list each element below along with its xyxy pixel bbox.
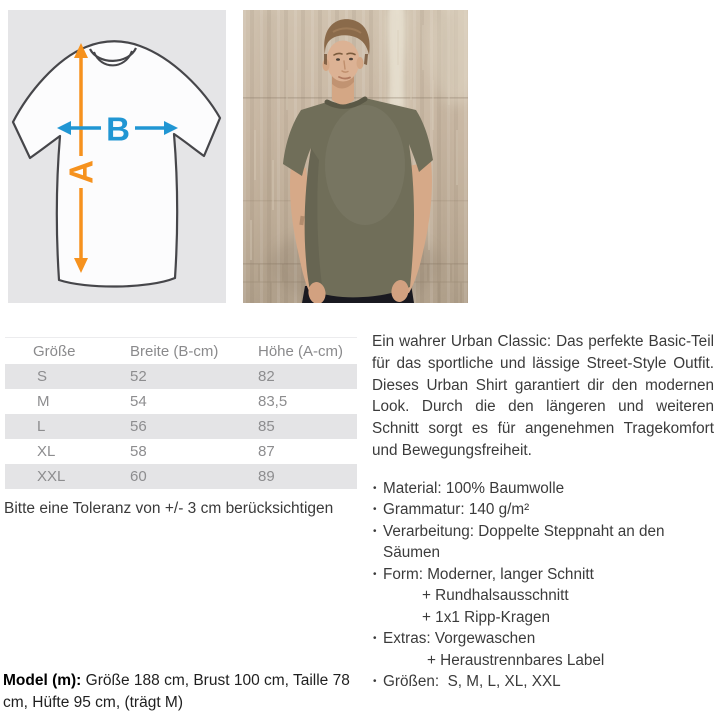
cell-width: 54 xyxy=(130,393,147,410)
cell-size: XL xyxy=(37,443,56,460)
spec-item-extras xyxy=(372,628,714,650)
spec-text: Größen: S, M, L, XL, XXL xyxy=(383,673,561,691)
spec-item-verarbeitung xyxy=(372,521,714,564)
spec-item-material xyxy=(372,478,714,500)
spec-text: + Heraustrennbares Label xyxy=(427,651,605,669)
spec-item-grammatur xyxy=(372,499,714,521)
cell-size: L xyxy=(37,418,46,435)
spec-text: + Rundhalsausschnitt xyxy=(422,587,569,605)
model-info-label: Model (m): xyxy=(3,672,82,689)
spec-text: + 1x1 Ripp-Kragen xyxy=(422,608,550,626)
size-table xyxy=(5,337,357,489)
model-ear-right xyxy=(357,57,364,69)
cell-size: S xyxy=(37,368,48,385)
column-header-hoehe: Höhe (A-cm) xyxy=(258,342,344,360)
bullet-icon: • xyxy=(373,633,377,645)
cell-height: 89 xyxy=(258,468,275,485)
size-diagram xyxy=(8,10,226,303)
spec-text: Form: Moderner, langer Schnitt xyxy=(383,565,594,583)
model-tshirt-highlight xyxy=(325,105,405,225)
column-header-groesse: Größe xyxy=(33,342,76,360)
model-sideburn-right xyxy=(364,54,368,65)
model-sideburn-left xyxy=(324,54,327,65)
column-header-breite: Breite (B-cm) xyxy=(130,342,219,360)
bullet-icon: • xyxy=(373,504,377,516)
cell-width: 52 xyxy=(130,368,147,385)
spec-list xyxy=(372,478,714,693)
bullet-icon: • xyxy=(373,568,377,580)
width-label: B xyxy=(106,110,130,148)
model-face xyxy=(327,41,360,82)
spec-text: Extras: Vorgewaschen xyxy=(383,630,536,648)
description-paragraph: Ein wahrer Urban Classic: Das perfekte Basic-Teil für das sportliche und lässige Street-Style Outfit. Dieses Urban Shirt garantiert dir den modernen Look. Durch die den längeren und weiteren Schnitt sorgt es für angenehmen Tragekomfort und Bewegungsfreiheit. xyxy=(372,333,714,459)
spec-subitem-label xyxy=(372,650,714,672)
bullet-icon: • xyxy=(373,525,377,537)
table-row xyxy=(5,364,357,389)
table-row xyxy=(5,464,357,489)
size-table-header xyxy=(5,338,357,364)
spec-item-groessen xyxy=(372,671,714,693)
bullet-icon: • xyxy=(373,482,377,494)
cell-size: XXL xyxy=(37,468,66,485)
spec-text: Verarbeitung: Doppelte Steppnaht an den Säumen xyxy=(383,522,665,562)
cell-height: 83,5 xyxy=(258,393,288,410)
height-label: A xyxy=(62,160,100,184)
cell-height: 87 xyxy=(258,443,275,460)
product-description xyxy=(372,331,714,693)
cell-width: 56 xyxy=(130,418,147,435)
spec-subitem-rundhals xyxy=(372,585,714,607)
model-info-details: Größe 188 cm, Brust 100 cm, Taille 78 cm, Hüfte 95 cm, (trägt M) xyxy=(3,672,350,711)
model-photo-illustration xyxy=(243,10,468,303)
bullet-icon: • xyxy=(373,676,377,688)
spec-text: Material: 100% Baumwolle xyxy=(383,479,565,497)
tolerance-note: Bitte eine Toleranz von +/- 3 cm berücksichtigen xyxy=(4,500,334,517)
spec-text: Grammatur: 140 g/m² xyxy=(383,501,530,519)
cell-size: M xyxy=(37,393,50,410)
table-row xyxy=(5,414,357,439)
table-row xyxy=(5,389,357,414)
cell-width: 58 xyxy=(130,443,147,460)
spec-subitem-rippkragen xyxy=(372,607,714,629)
model-info xyxy=(3,670,355,714)
cell-height: 85 xyxy=(258,418,275,435)
table-row xyxy=(5,439,357,464)
cell-height: 82 xyxy=(258,368,275,385)
tshirt-outline-icon xyxy=(13,41,220,286)
product-photo xyxy=(243,10,468,303)
spec-item-form xyxy=(372,564,714,586)
cell-width: 60 xyxy=(130,468,147,485)
tshirt-measure-illustration xyxy=(8,10,226,303)
